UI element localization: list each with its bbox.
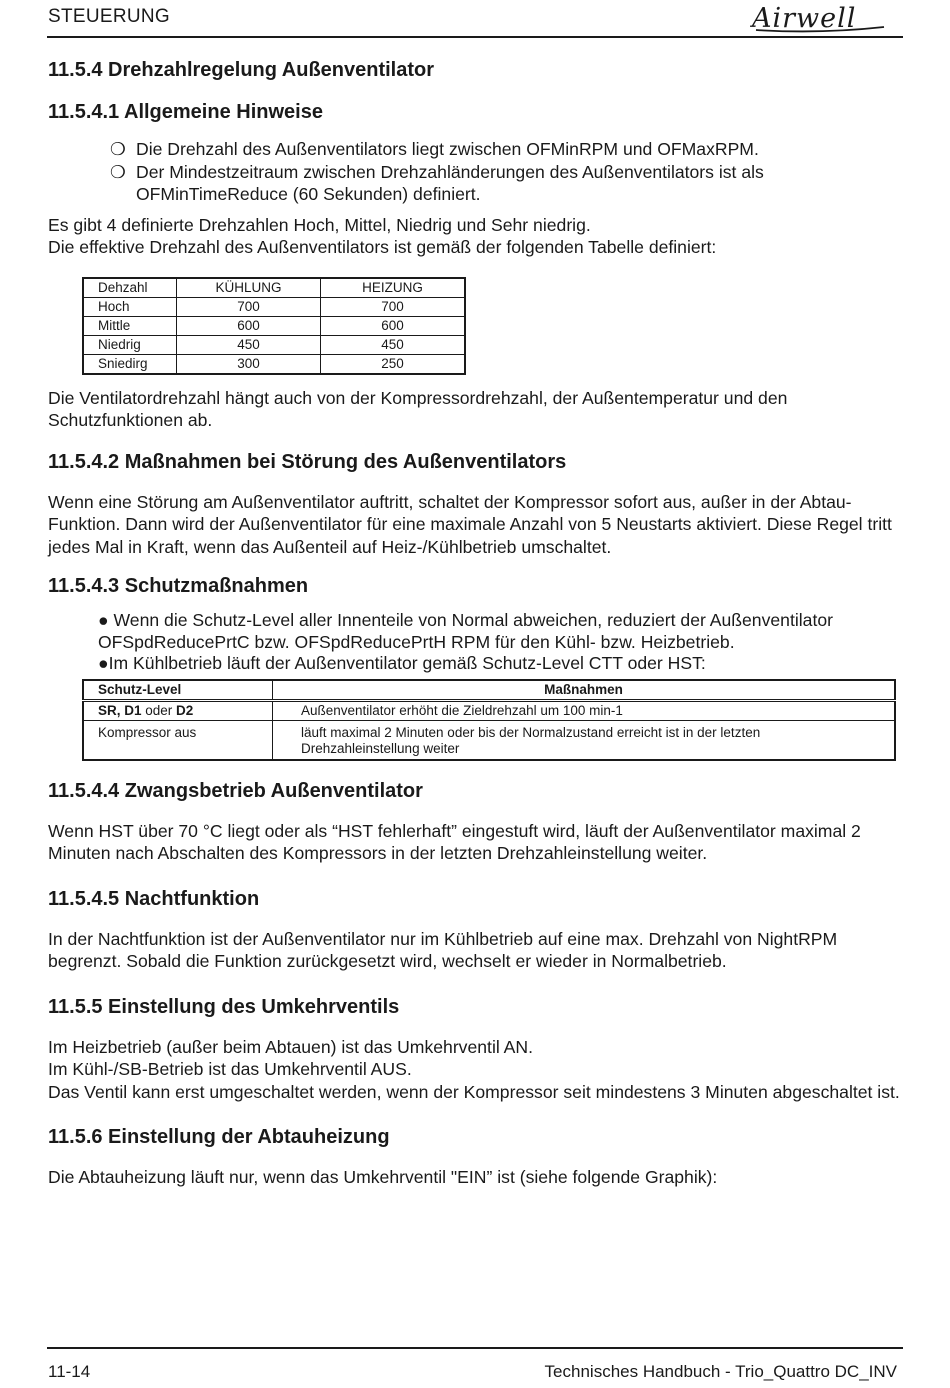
logo-text: Airwell [752,3,857,34]
table-cell: 600 [321,316,466,335]
table-cell: Hoch [83,297,177,316]
table-cell: 700 [177,297,321,316]
heading-11-5-5: 11.5.5 Einstellung des Umkehrventils [48,995,400,1018]
circle-bullet-icon: ❍ [110,139,126,159]
table-row [83,316,465,335]
table-row [83,278,465,298]
paragraph: Es gibt 4 definierte Drehzahlen Hoch, Mittel, Niedrig und Sehr niedrig. [48,214,591,235]
paragraph: Die Ventilatordrehzahl hängt auch von der Kompressordrehzahl, der Außentemperatur und den Schutzfunktionen ab. [48,387,788,430]
protection-bullets [98,610,908,675]
table-cell: 450 [177,335,321,354]
table-header-cell: HEIZUNG [321,278,466,298]
list-item: ● Wenn die Schutz-Level aller Innenteile von Normal abweichen, reduziert der Außenventilator OFSpdReducePrtC bzw. OFSpdReducePrtH RPM für den Kühl- bzw. Heizbetrieb. [98,610,833,652]
page-content [48,58,908,1189]
table-cell: läuft maximal 2 Minuten oder bis der Normalzustand erreicht ist in der letzten Drehzahleinstellung weiter [273,720,896,760]
paragraph: Das Ventil kann erst umgeschaltet werden, wenn der Kompressor seit mindestens 3 Minuten abgeschaltet ist. [48,1081,900,1102]
table-cell: Mittle [83,316,177,335]
heading-11-5-4-3: 11.5.4.3 Schutzmaßnahmen [48,575,309,597]
table-cell: Außenventilator erhöht die Zieldrehzahl um 100 min-1 [273,700,896,720]
paragraph: Die effektive Drehzahl des Außenventilators ist gemäß der folgenden Tabelle definiert: [48,237,717,257]
table-row [83,720,895,760]
list-item: ●Im Kühlbetrieb läuft der Außenventilator gemäß Schutz-Level CTT oder HST: [98,653,706,673]
circle-bullet-icon: ❍ [110,161,126,182]
table-header-cell: Schutz-Level [83,680,273,701]
table-row [83,700,895,720]
table-header-cell: Maßnahmen [273,680,896,701]
table-header-cell: Dehzahl [83,278,177,298]
table-cell: Niedrig [83,335,177,354]
paragraph: Im Kühl-/SB-Betrieb ist das Umkehrventil AUS. [48,1059,412,1079]
table-cell: 700 [321,297,466,316]
airwell-logo [750,0,890,39]
header-rule [47,36,903,38]
table-cell: 300 [177,354,321,374]
table-cell: 450 [321,335,466,354]
table-row [83,354,465,374]
protection-table [82,679,896,761]
heading-11-5-4-5: 11.5.4.5 Nachtfunktion [48,887,260,910]
paragraph: Die Abtauheizung läuft nur, wenn das Umkehrventil "EIN” ist (siehe folgende Graphik): [48,1167,718,1187]
fan-speed-table [82,277,466,375]
table-row [83,297,465,316]
table-cell: Kompressor aus [83,720,273,760]
paragraph: In der Nachtfunktion ist der Außenventilator nur im Kühlbetrieb auf eine max. Drehzahl von NightRPM begrenzt. Sobald die Funktion zurückgesetzt wird, wechselt er wieder in Normalbetrieb. [48,928,838,971]
header-title: STEUERUNG [48,6,170,27]
table-cell: 250 [321,354,466,374]
table-row [83,335,465,354]
paragraph: Im Heizbetrieb (außer beim Abtauen) ist das Umkehrventil AN. [48,1036,534,1057]
table-cell: Sniedirg [83,354,177,374]
heading-11-5-4-1: 11.5.4.1 Allgemeine Hinweise [48,101,323,123]
general-bullet-list [110,138,908,206]
table-cell: SR, D1 oder D2 [83,700,273,720]
list-item: ❍ Der Mindestzeitraum zwischen Drehzahländerungen des Außenventilators ist als OFMinTimeReduce (60 Sekunden) definiert. [110,161,764,204]
list-item: ❍ Die Drehzahl des Außenventilators liegt zwischen OFMinRPM und OFMaxRPM. [110,139,759,159]
heading-11-5-4-2: 11.5.4.2 Maßnahmen bei Störung des Außenventilators [48,450,567,473]
document-title: Technisches Handbuch - Trio_Quattro DC_INV [544,1362,897,1381]
table-header-cell: KÜHLUNG [177,278,321,298]
heading-11-5-6: 11.5.6 Einstellung der Abtauheizung [48,1126,390,1148]
heading-11-5-4-4: 11.5.4.4 Zwangsbetrieb Außenventilator [48,779,423,802]
paragraph: Wenn HST über 70 °C liegt oder als “HST fehlerhaft” eingestuft wird, läuft der Außenventilator maximal 2 Minuten nach Abschalten des Kompressors in der letzten Drehzahleinstellung weiter. [48,820,861,863]
page-number: 11-14 [48,1362,91,1381]
table-cell: 600 [177,316,321,335]
heading-11-5-4: 11.5.4 Drehzahlregelung Außenventilator [48,59,435,81]
footer-rule [47,1347,903,1349]
table-row [83,680,895,701]
paragraph: Wenn eine Störung am Außenventilator auftritt, schaltet der Kompressor sofort aus, außer in der Abtau-Funktion. Dann wird der Außenventilator für eine maximale Anzahl von 5 Neustarts aktiviert. Diese Regel tritt jedes Mal in Kraft, wenn das Außenteil auf Heiz-/Kühlbetrieb umschaltet. [48,491,892,557]
